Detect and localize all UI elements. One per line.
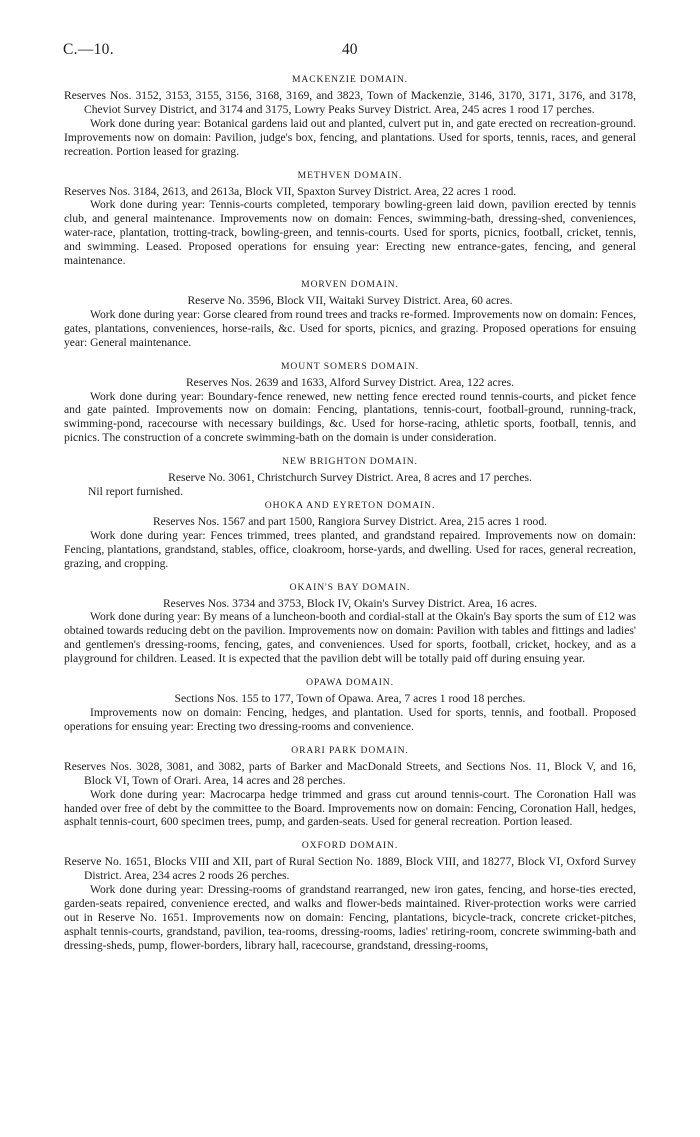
domain-title: MACKENZIE DOMAIN. <box>291 74 409 85</box>
page-number: 40 <box>342 41 358 58</box>
domain-section <box>0 360 700 446</box>
domain-title: ORARI PARK DOMAIN. <box>291 744 409 756</box>
domain-section <box>0 499 700 571</box>
report-body: Work done during year: Dressing-rooms of grandstand rearranged, new iron gates, fencing, and horse-ties erected, garden-seats repaired, convenience erected, and walks and flower-beds maintained. River-protection works were carried out in Reserve No. 1651. Improvements now on domain: Fencing, plantations, bicycle-track, concrete cricket-pitches, asphalt tennis-courts, grandstand, pavilion, tea-rooms, dressing-rooms, ladies' retiring-room, concrete swimming-bath and dressing-sheds, pump, flower-borders, library hall, racecourse, grandstand, dressing-rooms, <box>64 883 636 952</box>
domain-title: OKAIN'S BAY DOMAIN. <box>289 581 411 593</box>
report-body: Work done during year: Fences trimmed, trees planted, and grandstand repaired. Improvements now on domain: Fencing, plantations, grandstand, stables, office, cloakroom, horse-yards, and dwelling. Used for races, general recreation, grazing, and cropping. <box>64 528 636 570</box>
reserves-line: Reserve No. 3596, Block VII, Waitaki Survey District. Area, 60 acres. <box>187 293 513 307</box>
domain-section <box>0 581 700 667</box>
domain-title: MORVEN DOMAIN. <box>301 278 399 290</box>
domain-reports <box>0 73 700 953</box>
domain-title: METHVEN DOMAIN. <box>297 169 403 181</box>
domain-section <box>0 73 700 159</box>
reserves-line: Reserve No. 1651, Blocks VIII and XII, part of Rural Section No. 1889, Block VIII, and 18277, Block VI, Oxford Survey District. Area, 234 acres 2 roods 26 perches. <box>64 855 636 883</box>
report-body: Work done during year: Botanical gardens laid out and planted, culvert put in, and gate erected on recreation-ground. Improvements now on domain: Pavilion, judge's box, fencing, and plantations. Used for sports, tennis, races, and general recreation. Portion leased for grazing. <box>64 116 636 158</box>
reserves-line: Reserves Nos. 3028, 3081, and 3082, parts of Barker and MacDonald Streets, and Sections Nos. 11, Block V, and 16, Block VI, Town of Orari. Area, 14 acres and 28 perches. <box>64 759 636 787</box>
domain-section <box>0 839 700 952</box>
reserves-line: Reserves Nos. 3734 and 3753, Block IV, Okain's Survey District. Area, 16 acres. <box>162 596 538 610</box>
report-body: Work done during year: Macrocarpa hedge trimmed and grass cut around tennis-court. The Coronation Hall was handed over free of debt by the committee to the Board. Improvements now on domain: Fencing, Coronation Hall, hedges, asphalt tennis-court, 600 specimen trees, pump, and garden-seats. Used for general recreation. Portion leased. <box>64 787 636 829</box>
domain-section <box>0 676 700 734</box>
domain-section <box>0 278 700 350</box>
report-body: Work done during year: By means of a luncheon-booth and cordial-stall at the Okain's Bay sports the sum of £12 was obtained towards reducing debt on the pavilion. Improvements now on domain: Pavilion with tables and fittings and ladies' and gentlemen's dressing-rooms, fencing, gates, and conveniences. Used for sports, football, cricket, hockey, and as a playground for children. Leased. It is expected that the pavilion debt will be totally paid off during ensuing year. <box>64 610 636 666</box>
reserves-line: Reserves Nos. 2639 and 1633, Alford Survey District. Area, 122 acres. <box>185 375 515 389</box>
report-body: Work done during year: Gorse cleared from round trees and tracks re-formed. Improvements now on domain: Fences, gates, plantations, conveniences, horse-rails, &c. Used for sports, picnics, and grazing. Proposed operations for ensuing year: General maintenance. <box>64 307 636 349</box>
domain-section <box>0 455 700 499</box>
report-body: Work done during year: Boundary-fence renewed, new netting fence erected round tennis-courts, and picket fence and gate painted. Improvements now on domain: Fencing, plantations, tennis-court, football-ground, running-track, swimming-pond, racecourse with necessary buildings, &c. Used for horse-racing, athletic sports, football, tennis, and picnics. The construction of a concrete swimming-bath on the domain is under consideration. <box>64 389 636 445</box>
domain-title: OHOKA AND EYRETON DOMAIN. <box>264 499 436 511</box>
reserves-line: Reserves Nos. 3184, 2613, and 2613a, Block VII, Spaxton Survey District. Area, 22 acres 1 rood. <box>64 184 517 198</box>
domain-title: OXFORD DOMAIN. <box>301 840 399 852</box>
report-body: Improvements now on domain: Fencing, hedges, and plantation. Used for sports, tennis, and football. Proposed operations for ensuing year: Erecting two dressing-rooms and convenience. <box>64 706 636 733</box>
domain-title: NEW BRIGHTON DOMAIN. <box>282 456 418 468</box>
report-body: Work done during year: Tennis-courts completed, temporary bowling-green laid down, pavilion erected by tennis club, and general maintenance. Improvements now on domain: Fences, swimming-bath, dressing-shed, conveniences, water-race, plantation, trotting-track, bowling-green, and tennis-courts. Used for sports, picnics, football, cricket, tennis, and swimming. Leased. Proposed operations for ensuing year: Erecting new entrance-gates, fencing, and general maintenance. <box>64 198 636 268</box>
report-body: Nil report furnished. <box>88 485 183 499</box>
reserves-line: Reserves Nos. 3152, 3153, 3155, 3156, 3168, 3169, and 3823, Town of Mackenzie, 3146, 3170, 3171, 3176, and 3178, Cheviot Survey District, and 3174 and 3175, Lowry Peaks Survey District. Area, 245 acres 1 rood 17 perches. <box>64 89 636 116</box>
report-code: C.—10. <box>63 41 114 58</box>
domain-section <box>0 744 700 830</box>
domain-section <box>0 169 700 268</box>
domain-title: OPAWA DOMAIN. <box>306 677 394 689</box>
reserves-line: Reserves Nos. 1567 and part 1500, Rangiora Survey District. Area, 215 acres 1 rood. <box>152 514 548 528</box>
domain-title: MOUNT SOMERS DOMAIN. <box>280 360 420 372</box>
reserves-line: Sections Nos. 155 to 177, Town of Opawa. Area, 7 acres 1 rood 18 perches. <box>174 692 526 706</box>
reserves-line: Reserve No. 3061, Christchurch Survey District. Area, 8 acres and 17 perches. <box>168 471 532 485</box>
